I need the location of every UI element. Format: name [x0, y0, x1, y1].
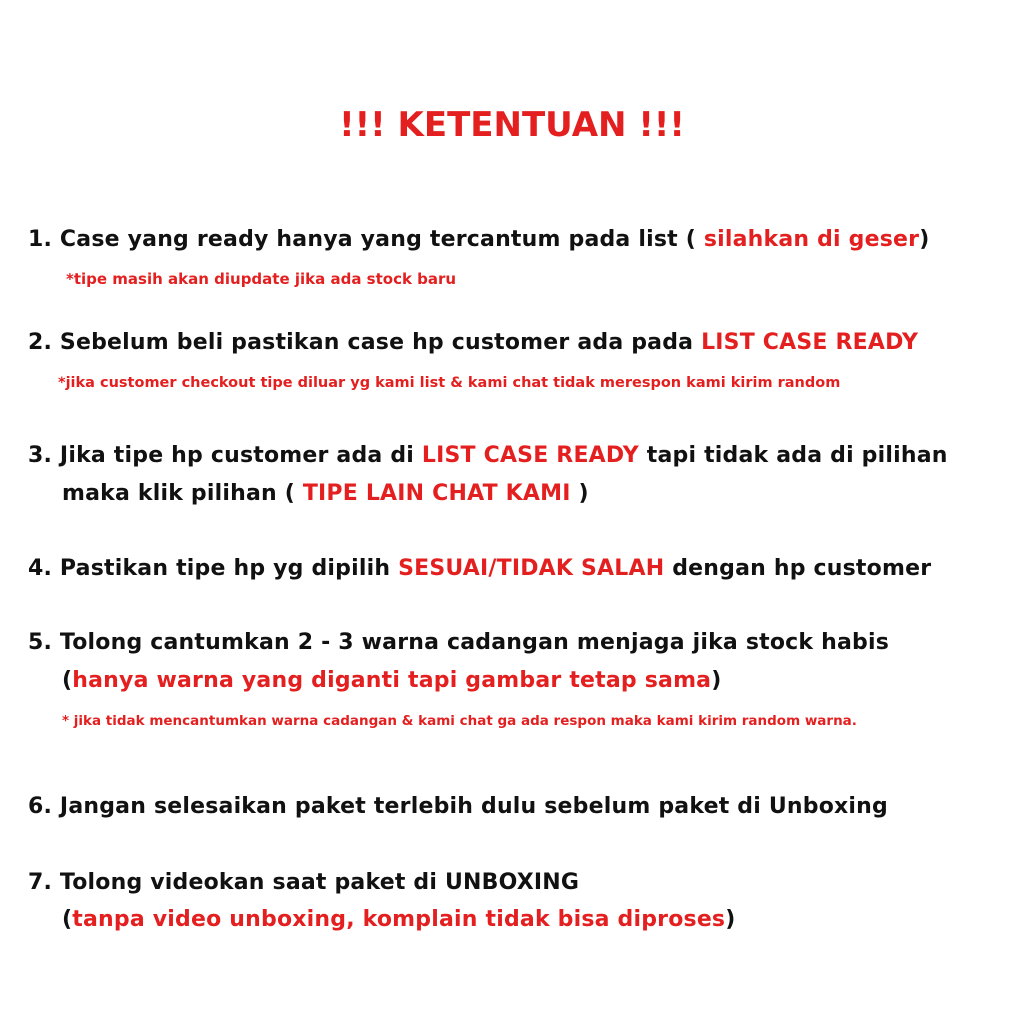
rule-4	[28, 554, 931, 584]
rule-5-line-2-text: (	[62, 668, 73, 693]
rule-4-number: 4.	[28, 556, 53, 581]
rule-5-line-2-end: )	[711, 668, 722, 693]
rule-7-text: Tolong videokan saat paket di UNBOXING	[52, 870, 580, 895]
rule-5-text: Tolong cantumkan 2 - 3 warna cadangan menjaga jika stock habis	[52, 630, 889, 655]
rule-2-highlight: LIST CASE READY	[701, 330, 919, 355]
rule-4-text: Pastikan tipe hp yg dipilih	[52, 556, 399, 581]
rule-3-text-end: tapi tidak ada di pilihan	[638, 443, 948, 468]
rule-2	[28, 328, 918, 358]
rule-7-number: 7.	[28, 870, 53, 895]
rule-5-number: 5.	[28, 630, 53, 655]
rule-3-highlight: LIST CASE READY	[421, 443, 639, 468]
rule-7-line-2-highlight: tanpa video unboxing, komplain tidak bisa diproses	[72, 907, 726, 932]
rule-7	[28, 868, 579, 898]
rule-1-number: 1.	[28, 227, 53, 252]
rule-4-highlight: SESUAI/TIDAK SALAH	[398, 556, 665, 581]
rule-7-line-2	[62, 905, 736, 935]
rule-1	[28, 225, 929, 255]
rule-3-line-2-text: maka klik pilihan (	[62, 481, 303, 506]
rule-1-text-end: )	[919, 227, 930, 252]
rule-7-line-2-end: )	[725, 907, 736, 932]
rule-5-line-2	[62, 666, 722, 696]
rule-3-text: Jika tipe hp customer ada di	[52, 443, 422, 468]
rule-6	[28, 792, 888, 822]
page-title: !!! KETENTUAN !!!	[339, 105, 685, 145]
rule-3	[28, 441, 948, 471]
rule-5	[28, 628, 889, 658]
rule-5-line-2-highlight: hanya warna yang diganti tapi gambar tetap sama	[72, 668, 712, 693]
rule-2-number: 2.	[28, 330, 53, 355]
rule-3-line-2-highlight: TIPE LAIN CHAT KAMI	[302, 481, 571, 506]
rule-2-note: *jika customer checkout tipe diluar yg kami list & kami chat tidak merespon kami kirim random	[58, 375, 841, 391]
rule-3-line-2	[62, 479, 589, 509]
rule-4-text-end: dengan hp customer	[664, 556, 932, 581]
rule-7-line-2-text: (	[62, 907, 73, 932]
rule-5-note: * jika tidak mencantumkan warna cadangan & kami chat ga ada respon maka kami kirim random warna.	[62, 713, 857, 729]
rule-1-text: Case yang ready hanya yang tercantum pada list (	[52, 227, 704, 252]
rule-1-highlight: silahkan di geser	[703, 227, 920, 252]
rule-1-note: *tipe masih akan diupdate jika ada stock baru	[66, 270, 457, 288]
rule-6-number: 6.	[28, 794, 53, 819]
rule-3-line-2-end: )	[570, 481, 589, 506]
rule-6-text: Jangan selesaikan paket terlebih dulu sebelum paket di Unboxing	[52, 794, 888, 819]
rule-3-number: 3.	[28, 443, 53, 468]
rule-2-text: Sebelum beli pastikan case hp customer ada pada	[52, 330, 702, 355]
